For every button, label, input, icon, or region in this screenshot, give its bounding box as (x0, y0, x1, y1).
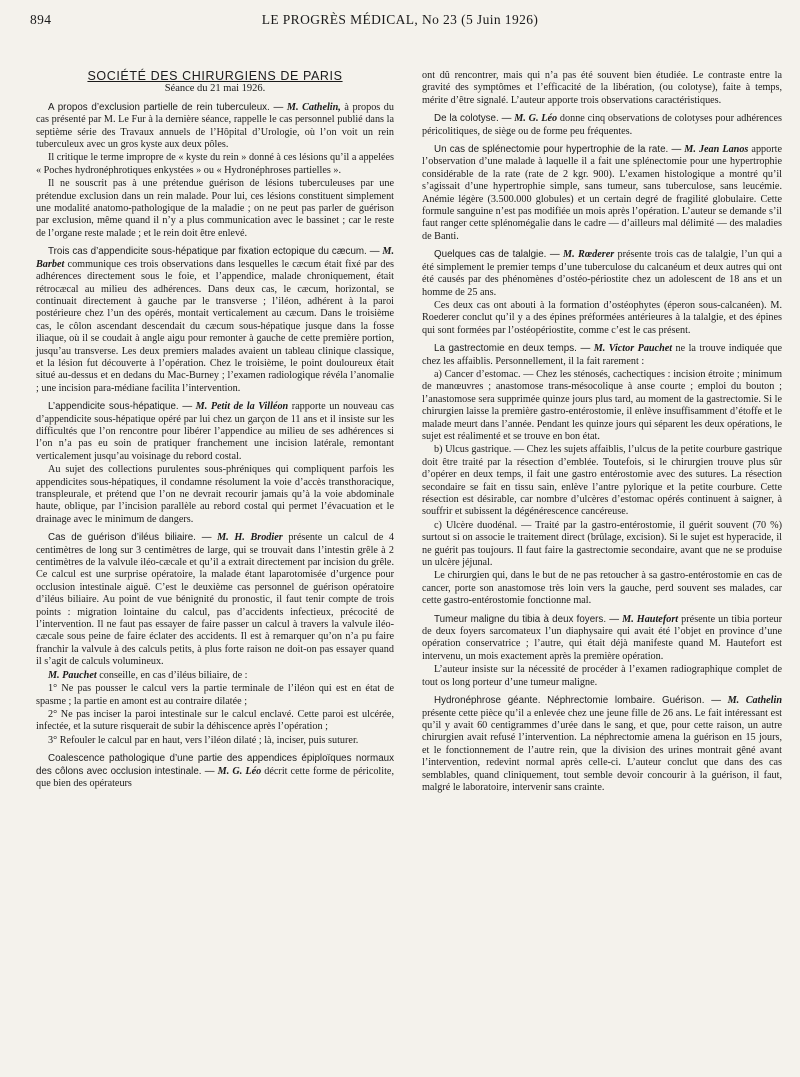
paragraph (36, 152, 394, 177)
author-name: M. Victor Pauchet (590, 343, 673, 355)
paragraph (422, 695, 782, 794)
paragraph-text: L’auteur insiste sur la nécessité de procéder à l’examen radiographique complet de tout os long porteur d’une tumeur maligne. (422, 664, 782, 688)
section-heading: SOCIÉTÉ DES CHIRURGIENS DE PARIS (87, 69, 343, 83)
paragraph-lead: Tumeur maligne du tibia à deux foyers. — (434, 613, 620, 625)
paragraph (36, 709, 394, 734)
paragraph (36, 246, 394, 395)
author-name: M. Pauchet (48, 669, 97, 681)
author-name: M. G. Léo (214, 765, 262, 777)
paragraph-text: a) Cancer d’estomac. — Chez les sténosés, cachectiques : incision étroite ; minimum de manœuvres ; anastomose trans-mésocolique à anse courte ; emploi du bouton ; l’anastomose sera supprimée quinze jours plus tard, au moment de la gastrectomie. Si le chirurgien laisse la première gastro-entérostomie, il enlève insuffisamment d’étoffe et le malade meurt dans l’année. Pendant les quinze jours qui séparent les deux opérations, le sujet est réalimenté et se trouve en bon état. (422, 368, 782, 442)
paragraph (422, 570, 782, 607)
paragraph-text: décrit cette forme de péricolite, que bien des opérateurs (36, 765, 394, 789)
paragraph-lead: Coalescence pathologique d’une partie des appendices épiploïques normaux des côlons avec occlusion intestinale. — (36, 753, 394, 777)
paragraph-text: c) Ulcère duodénal. — Traité par la gastro-entérostomie, il guérit souvent (70 %) surtout si on associe le traitement direct (brûlage, excision). Si le sujet est hyperacide, il ne guérit pas toujours. Il faut faire la gastrectomie secondaire, avant que ne se produise un ulcère jéjunal. (422, 519, 782, 569)
paragraph-lead: Cas de guérison d’iléus biliaire. — (48, 532, 212, 544)
paragraph-lead: Quelques cas de talalgie. — (434, 249, 560, 261)
paragraph-text: apporte l’observation d’une malade à laquelle il a fait une splénectomie pour une hypertrophie considérable de la rate (rate de 2 kgr. 900). L’examen histologique a montré qu’il s’agissait d’une hypertrophie simple, sans tumeur, sans tuberculose, sans leucémie. Anémie légère (3.500.000 globules) et un certain degré de fragilité globulaire. Cette formule sanguine n’est pas modifiée un mois après l’opération. L’auteur se demande s’il faut ranger cette splénomégalie dans le cadre — d’ailleurs mal délimité — des maladies de Banti. (422, 144, 782, 242)
paragraph (422, 520, 782, 570)
paragraph-lead: La gastrectomie en deux temps. — (434, 343, 591, 355)
paragraph-text: 1° Ne pas pousser le calcul vers la partie terminale de l’iléon qui est en état de spasme ; la partie en amont est au contraire dilatée ; (36, 683, 394, 707)
journal-title: LE PROGRÈS MÉDICAL, No 23 (5 Juin 1926) (261, 12, 539, 27)
paragraph-text: 2° Ne pas inciser la paroi intestinale sur le calcul enclavé. Cette paroi est ulcérée, infectée, et la suture risquerait de subir la déhiscence après l’opération ; (36, 708, 394, 733)
paragraph-lead: De la colotyse. — (434, 113, 512, 125)
paragraph-text: présente trois cas de talalgie, l’un qui a été simplement le premier temps d’une tuberculose du calcanéum et deux autres qui ont été causés par des phénomènes d’ostéo-périostite chez un adolescent de 18 ans et un homme de 25 ans. (422, 249, 783, 298)
author-name: M. Barbet (36, 246, 395, 270)
paragraph-text: donne cinq observations de colotyses pour adhérences péricolitiques, de siège ou de forme peu fréquentes. (422, 113, 782, 137)
paragraph (422, 343, 782, 368)
page-number: 894 (30, 12, 52, 27)
paragraph (36, 464, 394, 526)
paragraph-lead: L’appendicite sous-hépatique. — (48, 401, 193, 413)
paragraph-text: rapporte un nouveau cas d’appendicite sous-hépatique opéré par lui chez un garçon de 11 ans et il insiste sur les difficultés que l’on rencontre pour libérer l’appendice au milieu de ses adhérences si l’on n’a pas eu soin de pratiquer franchement une incision latérale, remontant verticalement jusqu’au voisinage du rebord costal. (36, 401, 395, 462)
author-name: M. Cathelin, (283, 101, 341, 113)
paragraph (36, 102, 394, 152)
author-name: M. Jean Lanos (681, 144, 749, 156)
paragraph (36, 753, 394, 790)
paragraph (422, 300, 782, 337)
paragraph (36, 532, 394, 668)
paragraph (422, 444, 782, 518)
paragraph-text: présente un calcul de 4 centimètres de long sur 3 centimètres de large, qui se trouvait dans l’intestin grêle à 2 centimètres de la valvule iléo-cæcale et qu’il a extrait directement par incision du grêle. Ce calcul est une surprise opératoire, la malade étant laparotomisée d’urgence pour occlusion intestinale aiguë. C’est le deuxième cas personnel de guérison opératoire d’iléus biliaire. Au point de vue bénignité du pronostic, il faut tenir compte de trois points : migration lointaine du calcul, pas d’accidents infectieux, précocité de l’intervention. Il ne faut pas essayer de faire passer un calcul à travers la valvule iléo-cæcale sous peine de faire éclater des accidents. Il est à remarquer qu’on n’a pu faire franchir la valvule à des calculs petits, à plus forte raison ne doit-on pas essayer quand il s’agit de calculs volumineux. (36, 532, 394, 668)
paragraph-text: présente cette pièce qu’il a enlevée chez une jeune fille de 26 ans. Le fait intéressant est qu’il y avait 60 centigrammes d’urée dans le sang, et que, pour cette raison, un autre chirurgien avait refusé l’intervention. La néphrectomie amena la guérison en 15 jours, et le fonctionnement de l’autre rein, que la division des urines montrait gêné avant l’intervention, redevint normal après celle-ci. L’auteur conclut que dans des cas semblables, quand cliniquement, tout semble devoir concourir à la guérison, il faut, malgré le laboratoire, intervenir sans crainte. (422, 707, 782, 793)
paragraph (422, 664, 782, 689)
paragraph-text: Il ne souscrit pas à une prétendue guérison de lésions tuberculeuses par une prétendue exclusion dans un rein malade. Pour lui, ces lésions constituent simplement une modalité anatomo-pathologique de la maladie ; on ne peut pas parler de guérison par exclusion, même quand il n’y a plus communication avec le bassinet ; car le reste de l’organe reste malade ; et le rein doit être enlevé. (36, 178, 394, 239)
paragraph-text: Au sujet des collections purulentes sous-phréniques qui compliquent parfois les appendicites sous-hépatiques, il condamne résolument la voie d’accès transthoracique, transpleurale, et prétend que l’on ne devrait recourir jamais qu’à la voie abdominale haute, oblique, par l’incision parallèle au rebord costal qui permet l’évacuation et le drainage avec le minimum de dangers. (36, 464, 394, 525)
paragraph-lead: A propos d’exclusion partielle de rein tuberculeux. — (48, 101, 284, 113)
left-column (36, 44, 394, 791)
author-name: M. G. Léo (511, 113, 558, 125)
paragraph-text: 3° Refouler le calcul par en haut, vers l’iléon dilaté ; là, inciser, puis suturer. (48, 734, 359, 746)
paragraph-text: conseille, en cas d’iléus biliaire, de : (96, 669, 248, 681)
paragraph (36, 683, 394, 708)
paragraph (422, 113, 782, 138)
paragraph-text: Il critique le terme impropre de « kyste du rein » donné à ces lésions qu’il a appelées « Poches hydronéphrotiques enkystées » ou « Hydronéphroses partielles ». (36, 152, 394, 176)
paragraph (422, 70, 782, 107)
paragraph (422, 249, 782, 299)
paragraph (36, 670, 394, 682)
right-column (422, 70, 782, 795)
paragraph-text: à propos du cas présenté par M. Le Fur à la dernière séance, rappelle le cas personnel publié dans la septième série des Travaux annuels de l’Hôpital d’Urologie, où l’on voit un rein tuberculeux avec un gros kyste aux deux pôles. (36, 101, 394, 151)
author-name: M. Rœderer (559, 249, 615, 261)
paragraph-text: Ces deux cas ont abouti à la formation d’ostéophytes (éperon sous-calcanéen). M. Roederer conclut qu’il y a des épines préformées antérieures à la talalgie, et des épines qui sont formées par l’ostéopériostite, comme c’est le cas présent. (422, 299, 782, 336)
paragraph (36, 178, 394, 240)
session-date: Séance du 21 mai 1926. (164, 83, 266, 95)
paragraph-text: présente un tibia porteur de deux foyers sarcomateux l’un diaphysaire qui avait été l’objet en province d’une opération conservatrice ; l’autre, qui était déjà manifeste quand M. Hautefort est intervenu, un mois exactement après la première opération. (422, 613, 782, 662)
author-name: M. Petit de la Villéon (192, 401, 289, 413)
paragraph-lead: Trois cas d’appendicite sous-hépatique par fixation ectopique du cæcum. — (48, 246, 380, 258)
paragraph (422, 144, 782, 243)
paragraph (422, 369, 782, 443)
paragraph-text: ont dû rencontrer, mais qui n’a pas été souvent bien étudiée. Le contraste entre la gravité des symptômes et l’efficacité de la libération, (ou colotyse), faite à temps, mérite d’être signalé. L’auteur apporte trois observations caractéristiques. (422, 70, 782, 106)
author-name: M. H. Brodier (211, 532, 283, 544)
paragraph (422, 614, 782, 664)
running-header (30, 12, 770, 32)
paragraph-text: communique ces trois observations dans lesquelles le cæcum était fixé par des adhérences directement sous le foie, et l’appendice, malade chroniquement, était rétrocæcal au milieu des adhérences. Dans deux cas, le cæcum, horizontal, se continuait directement à gauche par le transverse ; l’iléon, adhérent à la paroi postérieure chez l’un des opérés, montait verticalement au cæcum. Dans le troisième cas, le côlon ascendant descendait du cæcum sous-hépatique jusque dans la fosse iliaque, où il se coudait à angle aigu pour remonter à gauche de cette première portion, jusqu’au transverse. Les deux premiers malades avaient un tableau clinique classique, et la lésion fut découverte à l’opération. Chez le troisième, le point douloureux était situé au-dessus et en dedans du Mac-Burney ; l’examen radiologique révéla l’anomalie ; une incision para-médiane facilita l’intervention. (36, 258, 394, 394)
paragraph (36, 401, 394, 463)
author-name: M. Cathelin (721, 695, 782, 707)
paragraph (36, 735, 394, 747)
paragraph-lead: Un cas de splénectomie pour hypertrophie de la rate. — (434, 144, 682, 156)
author-name: M. Hautefort (619, 613, 679, 625)
paragraph-text: b) Ulcus gastrique. — Chez les sujets affaiblis, l’ulcus de la petite courbure gastrique doit être traité par la résection d’emblée. Toutefois, si le chirurgien trouve plus sûr d’opérer en deux temps, il fait une gastro entérostomie avec des sutures. La résection secondaire se fait en tissu sain, enlève l’antre pylorique et la petite courbure. Cette résection est désirable, car nombre d’ulcères d’estomac opérés continuent à saigner, à souffrir et subissent la dégénérescence cancéreuse. (422, 444, 782, 518)
paragraph-text: ne la trouve indiquée que chez les affaiblis. Personnellement, il la fait rarement : (422, 343, 782, 367)
paragraph-lead: Hydronéphrose géante. Néphrectomie lombaire. Guérison. — (434, 695, 721, 707)
paragraph-text: Le chirurgien qui, dans le but de ne pas retoucher à sa gastro-entérostomie en cas de cancer, porte son anastomose très loin vers la gauche, perd souvent ses malades, car cette gastro-entérostomie fonctionne mal. (422, 570, 782, 607)
